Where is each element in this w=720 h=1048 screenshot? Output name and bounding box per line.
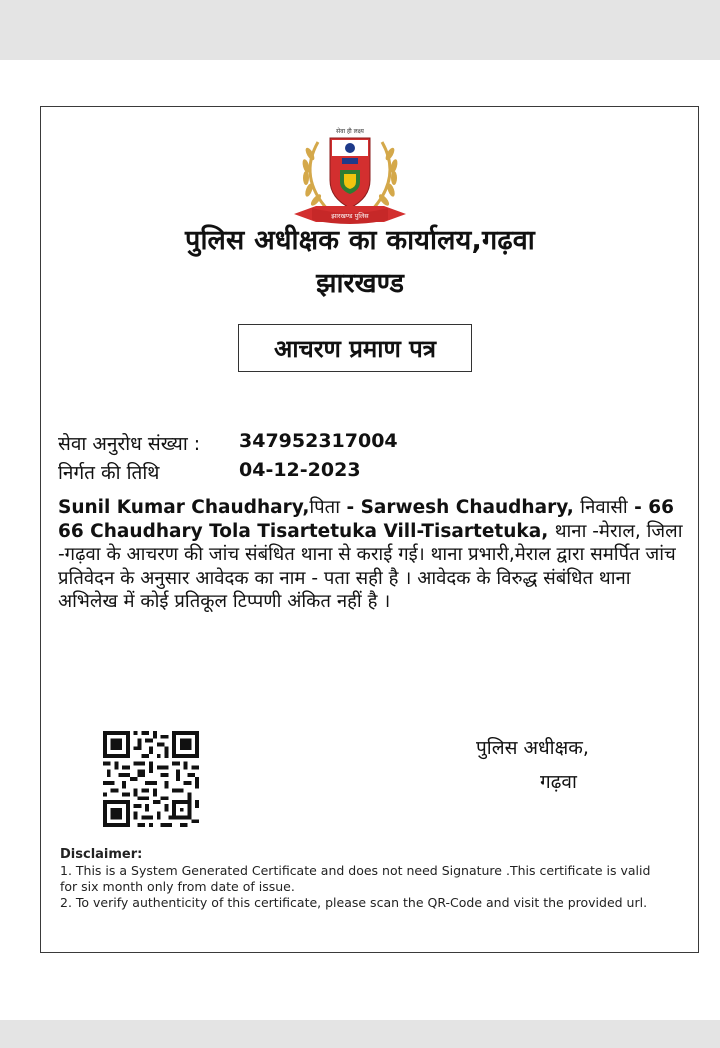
- emblem-motto: सेवा ही लक्ष्य: [336, 128, 364, 135]
- office-name: पुलिस अधीक्षक का कार्यालय,गढ़वा: [185, 225, 535, 256]
- certificate-page: [0, 60, 720, 1020]
- signatory-designation: पुलिस अधीक्षक,: [476, 737, 589, 759]
- verification-qr-code[interactable]: [103, 730, 199, 828]
- applicant-name: Sunil Kumar Chaudhary,: [58, 497, 310, 518]
- applicant-address: - 66 66 Chaudhary Tola Tisartetuka Vill-Tisartetuka,: [58, 497, 675, 542]
- police-emblem-logo: [288, 122, 412, 232]
- verification-statement: थाना -मेराल, जिला -गढ़वा के आचरण की जांच संबंधित थाना से कराई गई। थाना प्रभारी,मेराल द्वारा समर्पित जांच प्रतिवेदन के अनुसार आवेदक का नाम - पता सही है । आवेदक के विरुद्ध संबंधित थाना अभिलेख में कोई प्रतिकूल टिप्पणी अंकित नहीं है ।: [58, 520, 683, 612]
- father-name: - Sarwesh Chaudhary,: [340, 497, 581, 518]
- document-title: आचरण प्रमाण पत्र: [238, 324, 472, 372]
- father-label: पिता: [309, 497, 341, 518]
- disclaimer-heading: Disclaimer:: [60, 847, 143, 862]
- service-request-number: 347952317004: [239, 430, 398, 452]
- certificate-body: [58, 496, 688, 614]
- service-request-label: सेवा अनुरोध संख्या :: [58, 433, 201, 455]
- disclaimer-item-2: 2. To verify authenticity of this certificate, please scan the QR-Code and visit the provided url.: [60, 895, 648, 910]
- issue-date-row: [58, 459, 361, 485]
- state-name: झारखण्ड: [316, 268, 404, 299]
- disclaimer-item-1: 1. This is a System Generated Certificate and does not need Signature .This certificate is valid for six month only from date of issue.: [60, 863, 651, 894]
- emblem-banner: झारखण्ड पुलिस: [331, 212, 369, 220]
- issue-date-label: निर्गत की तिथि: [58, 462, 160, 484]
- resident-label: निवासी: [580, 497, 628, 518]
- issue-date-value: 04-12-2023: [239, 459, 361, 481]
- signatory-place: गढ़वा: [540, 771, 577, 793]
- service-request-row: [58, 430, 398, 456]
- disclaimer-section: [60, 847, 670, 911]
